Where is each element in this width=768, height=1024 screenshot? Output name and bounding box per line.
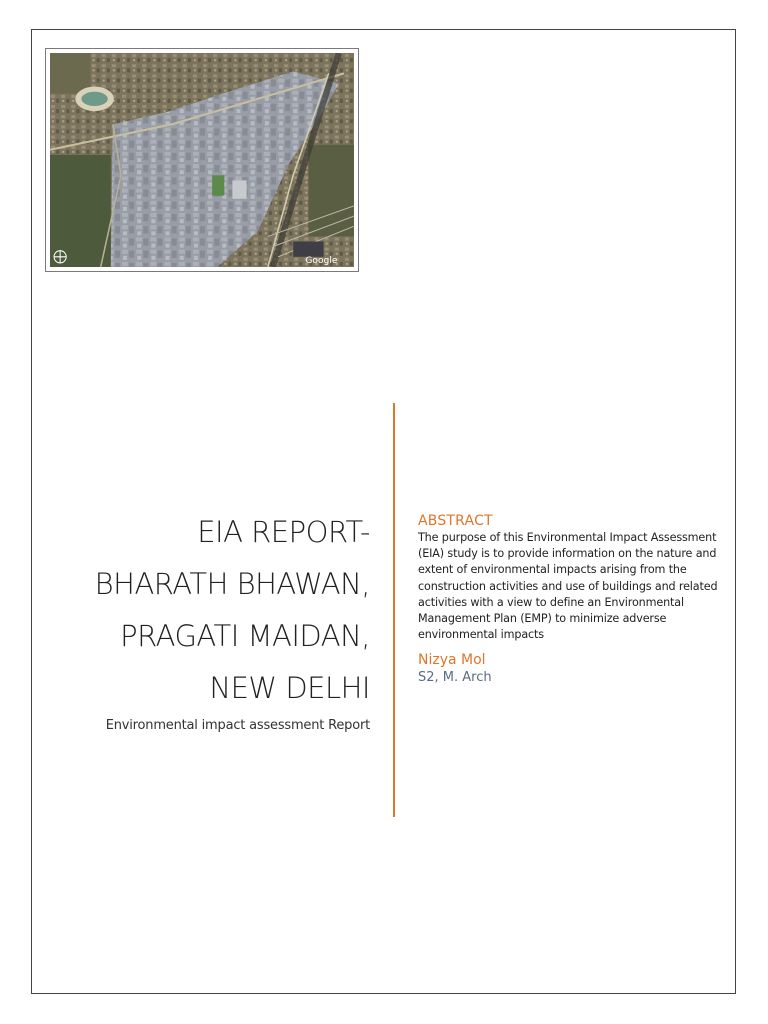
vertical-divider [393,403,395,817]
report-title-block [40,506,370,733]
title-line: NEW DELHI [209,671,370,705]
aerial-satellite-image [50,53,354,267]
author-name: Nizya Mol [418,652,486,669]
abstract-section [418,513,724,686]
abstract-heading: ABSTRACT [418,513,493,529]
compass-icon [54,251,66,263]
aerial-photo-frame [45,48,359,272]
author-degree: S2, M. Arch [418,670,492,686]
abstract-body: The purpose of this Environmental Impact Assessment (EIA) study is to provide information on the nature and extent of environmental impacts arising from the construction activities and use of buildings and related activities with a view to define an Environmental Management Plan (EMP) to minimize adverse environmental impacts [418,531,718,642]
google-watermark: Google [305,255,338,266]
report-subtitle: Environmental impact assessment Report [105,718,370,733]
title-line: EIA REPORT- [197,515,370,549]
title-line: BHARATH BHAWAN, [94,567,370,601]
title-line: PRAGATI MAIDAN, [120,619,370,653]
